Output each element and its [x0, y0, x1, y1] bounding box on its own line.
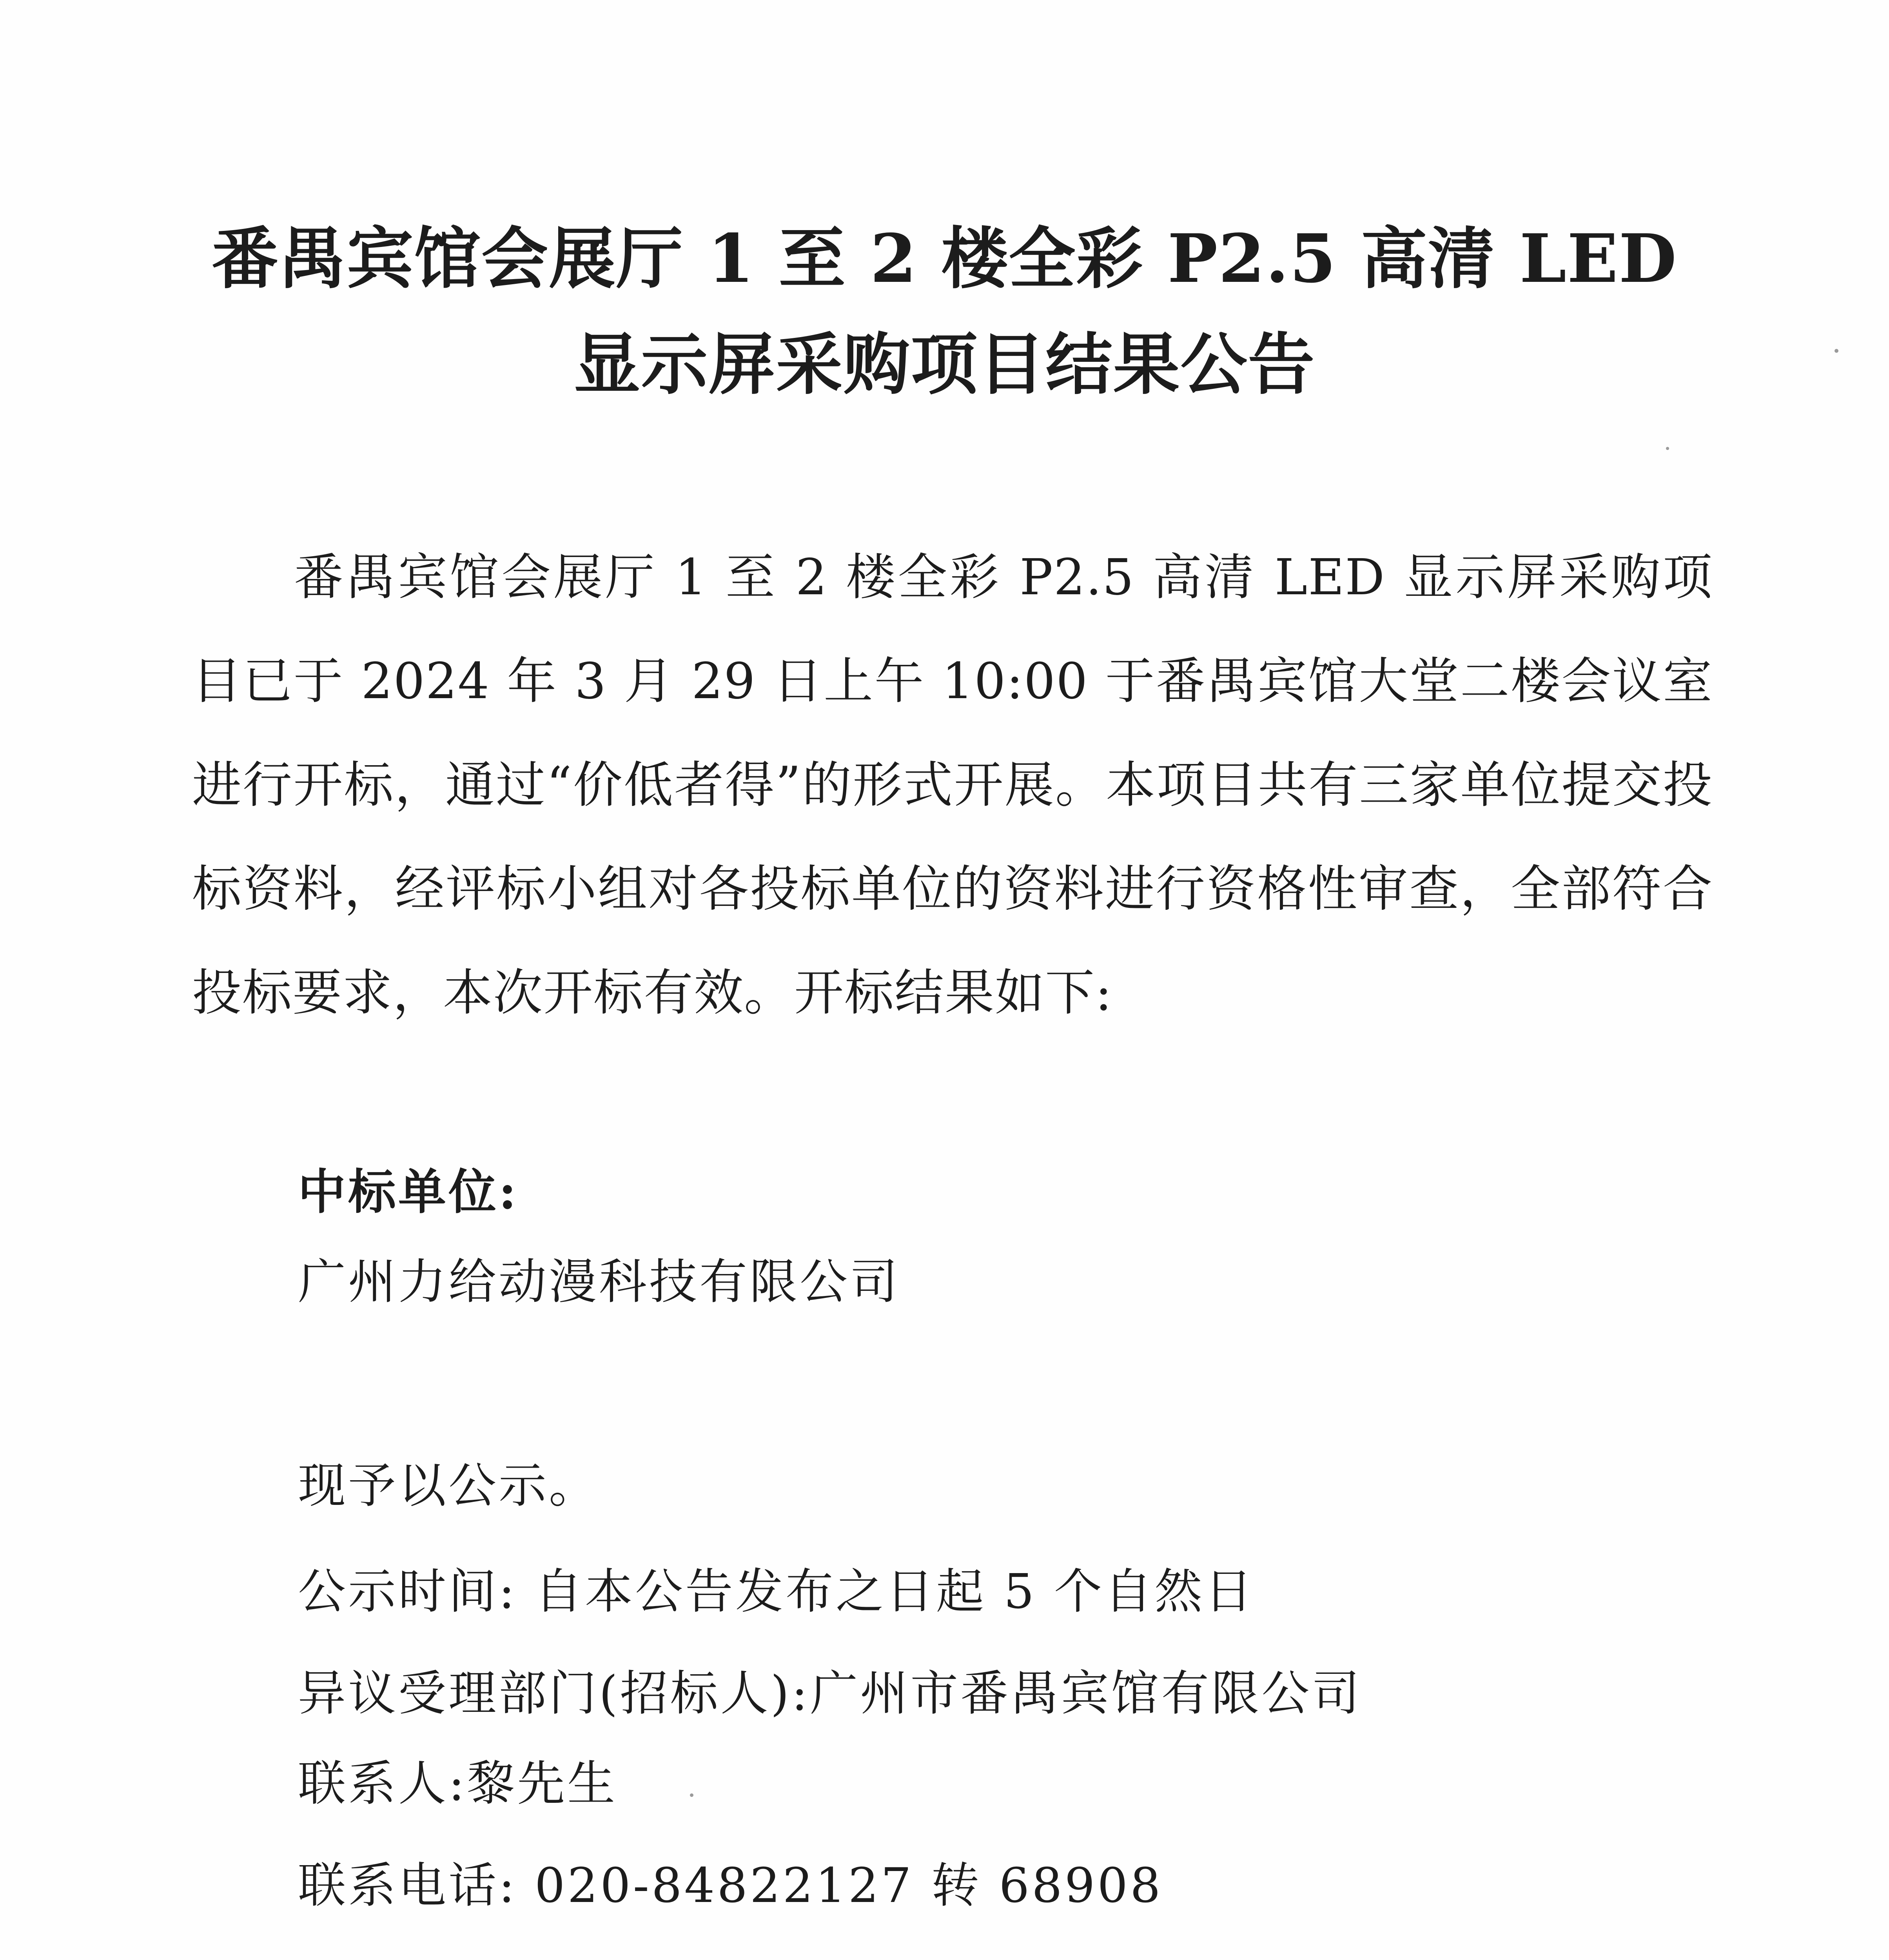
winner-label: 中标单位: — [298, 1163, 519, 1220]
notice-announcement: 现予以公示。 — [298, 1458, 599, 1514]
contact-phone: 联系电话: 020-84822127 转 68908 — [298, 1858, 1163, 1913]
notice-period: 公示时间: 自本公告发布之日起 5 个自然日 — [298, 1564, 1255, 1619]
scan-speck — [690, 1793, 693, 1797]
scan-speck — [1835, 349, 1838, 353]
body-paragraph: 番禺宾馆会展厅 1 至 2 楼全彩 P2.5 高清 LED 显示屏采购项目已于 2024 年 3 月 29 日上午 10:00 于番禺宾馆大堂二楼会议室进行开标，通过“价低者得”的形式开展。本项目共有三家单位提交投标资料，经评标小组对各投标单位的资料进行资格性审查，全部符合投标要求，本次开标有效。开标结果如下: — [192, 548, 1713, 1022]
contact-person: 联系人:黎先生 — [298, 1756, 618, 1811]
document-title-line-1: 番禺宾馆会展厅 1 至 2 楼全彩 P2.5 高清 LED — [212, 220, 1677, 298]
winner-name: 广州力给动漫科技有限公司 — [298, 1254, 900, 1310]
objection-department: 异议受理部门(招标人):广州市番禺宾馆有限公司 — [298, 1666, 1362, 1721]
document-title-line-2: 显示屏采购项目结果公告 — [573, 325, 1316, 404]
scan-speck — [1666, 447, 1669, 450]
